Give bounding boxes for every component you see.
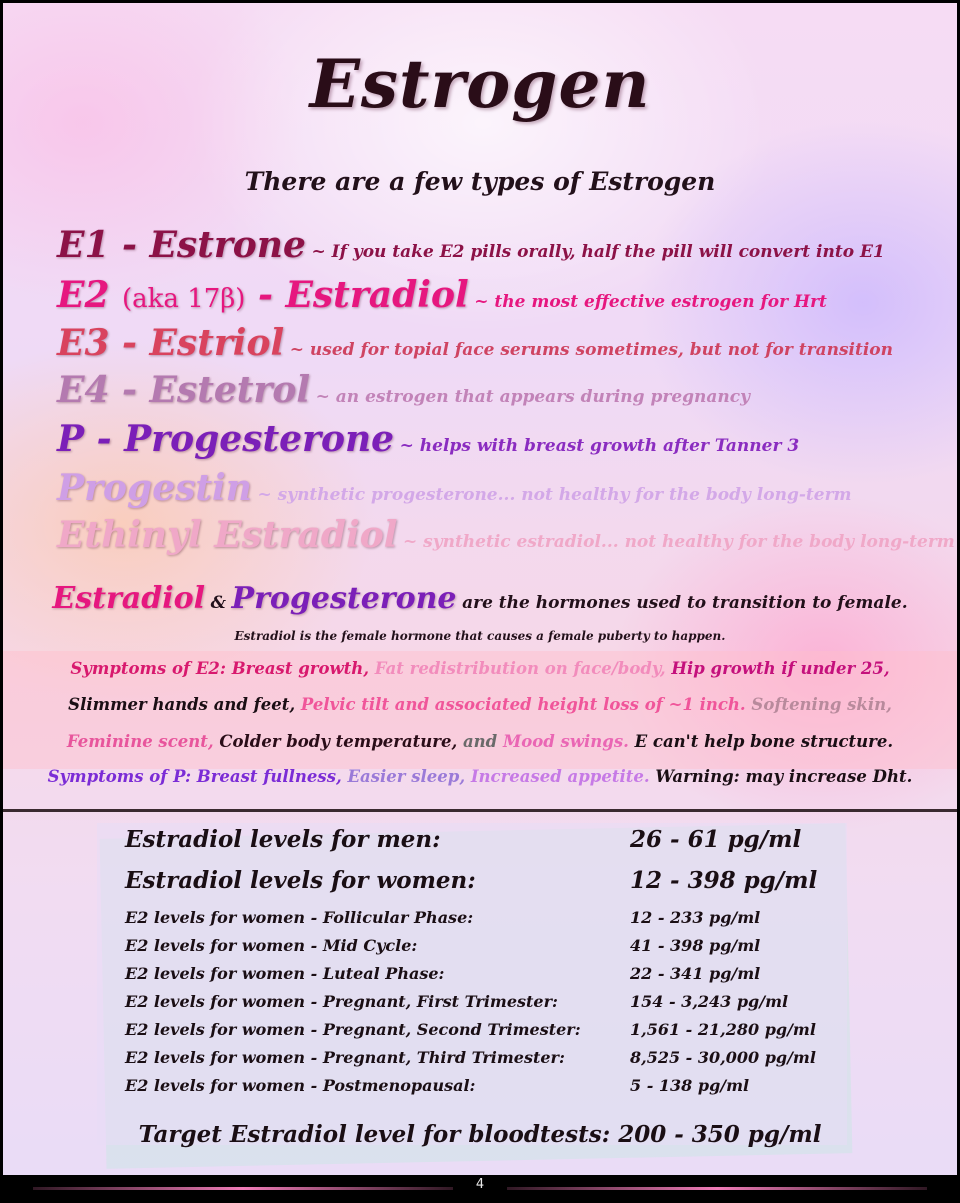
symptom-text: E can't help bone structure. — [634, 732, 894, 751]
symptoms-p-line — [3, 767, 957, 786]
level-label: E2 levels for women - Mid Cycle: — [125, 936, 418, 955]
type-name-main: - Estradiol — [245, 274, 469, 316]
symptom-text: Mood swings. — [502, 732, 629, 751]
symptom-text: Softening skin, — [751, 695, 892, 714]
level-value: 8,525 - 30,000 pg/ml — [630, 1048, 816, 1067]
level-label: E2 levels for women - Pregnant, Third Trimester: — [125, 1048, 565, 1067]
type-row-ethinyl-estradiol — [57, 514, 955, 556]
page-subtitle: There are a few types of Estrogen — [244, 167, 716, 196]
symptoms-e2-line-3 — [3, 732, 957, 751]
level-label: E2 levels for women - Postmenopausal: — [125, 1076, 476, 1095]
type-name: Ethinyl Estradiol — [57, 514, 398, 556]
section-divider — [3, 809, 957, 812]
symptom-text: Feminine scent, — [66, 732, 214, 751]
symptom-text: Slimmer hands and feet, — [68, 695, 296, 714]
type-row-progestin — [57, 467, 947, 509]
level-label: E2 levels for women - Luteal Phase: — [125, 964, 445, 983]
type-description: ~ used for topial face serums sometimes, but not for transition — [289, 340, 893, 360]
type-row-e1 — [57, 224, 947, 266]
symptom-text: Fat redistribution on face/body, — [374, 659, 666, 678]
symptom-text: and — [462, 732, 498, 751]
type-description: ~ helps with breast growth after Tanner 3 — [399, 436, 800, 456]
symptom-text: Easier sleep, — [347, 767, 466, 786]
target-level: Target Estradiol level for bloodtests: 200 - 350 pg/ml — [138, 1121, 822, 1148]
type-name: E4 - Estetrol — [57, 369, 311, 411]
estradiol-label: Estradiol — [52, 581, 205, 616]
symptoms-e2-line-1 — [3, 659, 957, 678]
symptom-text: Symptoms of P: Breast fullness, — [47, 767, 342, 786]
ampersand: & — [210, 593, 226, 613]
page-title: Estrogen — [309, 45, 651, 123]
type-name: P - Progesterone — [57, 418, 395, 460]
type-name: Progestin — [57, 467, 252, 509]
symptom-text: Increased appetite. — [470, 767, 650, 786]
type-row-progesterone — [57, 418, 947, 460]
level-value: 12 - 398 pg/ml — [630, 867, 818, 894]
type-description: ~ synthetic estradiol... not healthy for the body long-term — [402, 532, 955, 552]
hormones-summary — [3, 581, 957, 616]
page — [3, 3, 957, 1197]
footer-line-left — [33, 1187, 453, 1190]
symptom-text: Warning: may increase Dht. — [655, 767, 913, 786]
type-row-e3 — [57, 322, 947, 364]
level-label: Estradiol levels for women: — [125, 867, 476, 894]
level-value: 5 - 138 pg/ml — [630, 1076, 750, 1095]
type-name — [57, 274, 469, 316]
estradiol-note: Estradiol is the female hormone that causes a female puberty to happen. — [234, 629, 726, 643]
type-row-e4 — [57, 369, 947, 411]
symptoms-e2-line-2 — [3, 695, 957, 714]
progesterone-label: Progesterone — [231, 581, 457, 616]
level-value: 12 - 233 pg/ml — [630, 908, 761, 927]
symptom-text: Colder body temperature, — [219, 732, 458, 751]
level-value: 26 - 61 pg/ml — [630, 826, 802, 853]
symptom-text: Symptoms of E2: Breast growth, — [70, 659, 370, 678]
type-name: E3 - Estriol — [57, 322, 285, 364]
level-label: E2 levels for women - Follicular Phase: — [125, 908, 474, 927]
level-value: 22 - 341 pg/ml — [630, 964, 761, 983]
type-row-e2 — [57, 274, 947, 316]
level-value: 1,561 - 21,280 pg/ml — [630, 1020, 816, 1039]
level-label: E2 levels for women - Pregnant, First Trimester: — [125, 992, 558, 1011]
symptom-text: Hip growth if under 25, — [671, 659, 890, 678]
type-name: E1 - Estrone — [57, 224, 306, 266]
level-value: 154 - 3,243 pg/ml — [630, 992, 789, 1011]
footer-line-right — [507, 1187, 927, 1190]
hormones-summary-text: are the hormones used to transition to female. — [462, 593, 908, 613]
level-value: 41 - 398 pg/ml — [630, 936, 761, 955]
type-name-code: E2 — [57, 274, 123, 316]
page-number: 4 — [475, 1177, 485, 1192]
type-description: ~ If you take E2 pills orally, half the pill will convert into E1 — [311, 242, 885, 262]
type-name-alias: (aka 17β) — [122, 284, 246, 314]
symptom-text: Pelvic tilt and associated height loss of ~1 inch. — [300, 695, 746, 714]
type-description: ~ the most effective estrogen for Hrt — [474, 292, 827, 312]
type-description: ~ an estrogen that appears during pregnancy — [315, 387, 750, 407]
type-description: ~ synthetic progesterone... not healthy for the body long-term — [257, 485, 852, 505]
level-label: Estradiol levels for men: — [125, 826, 441, 853]
level-label: E2 levels for women - Pregnant, Second Trimester: — [125, 1020, 581, 1039]
